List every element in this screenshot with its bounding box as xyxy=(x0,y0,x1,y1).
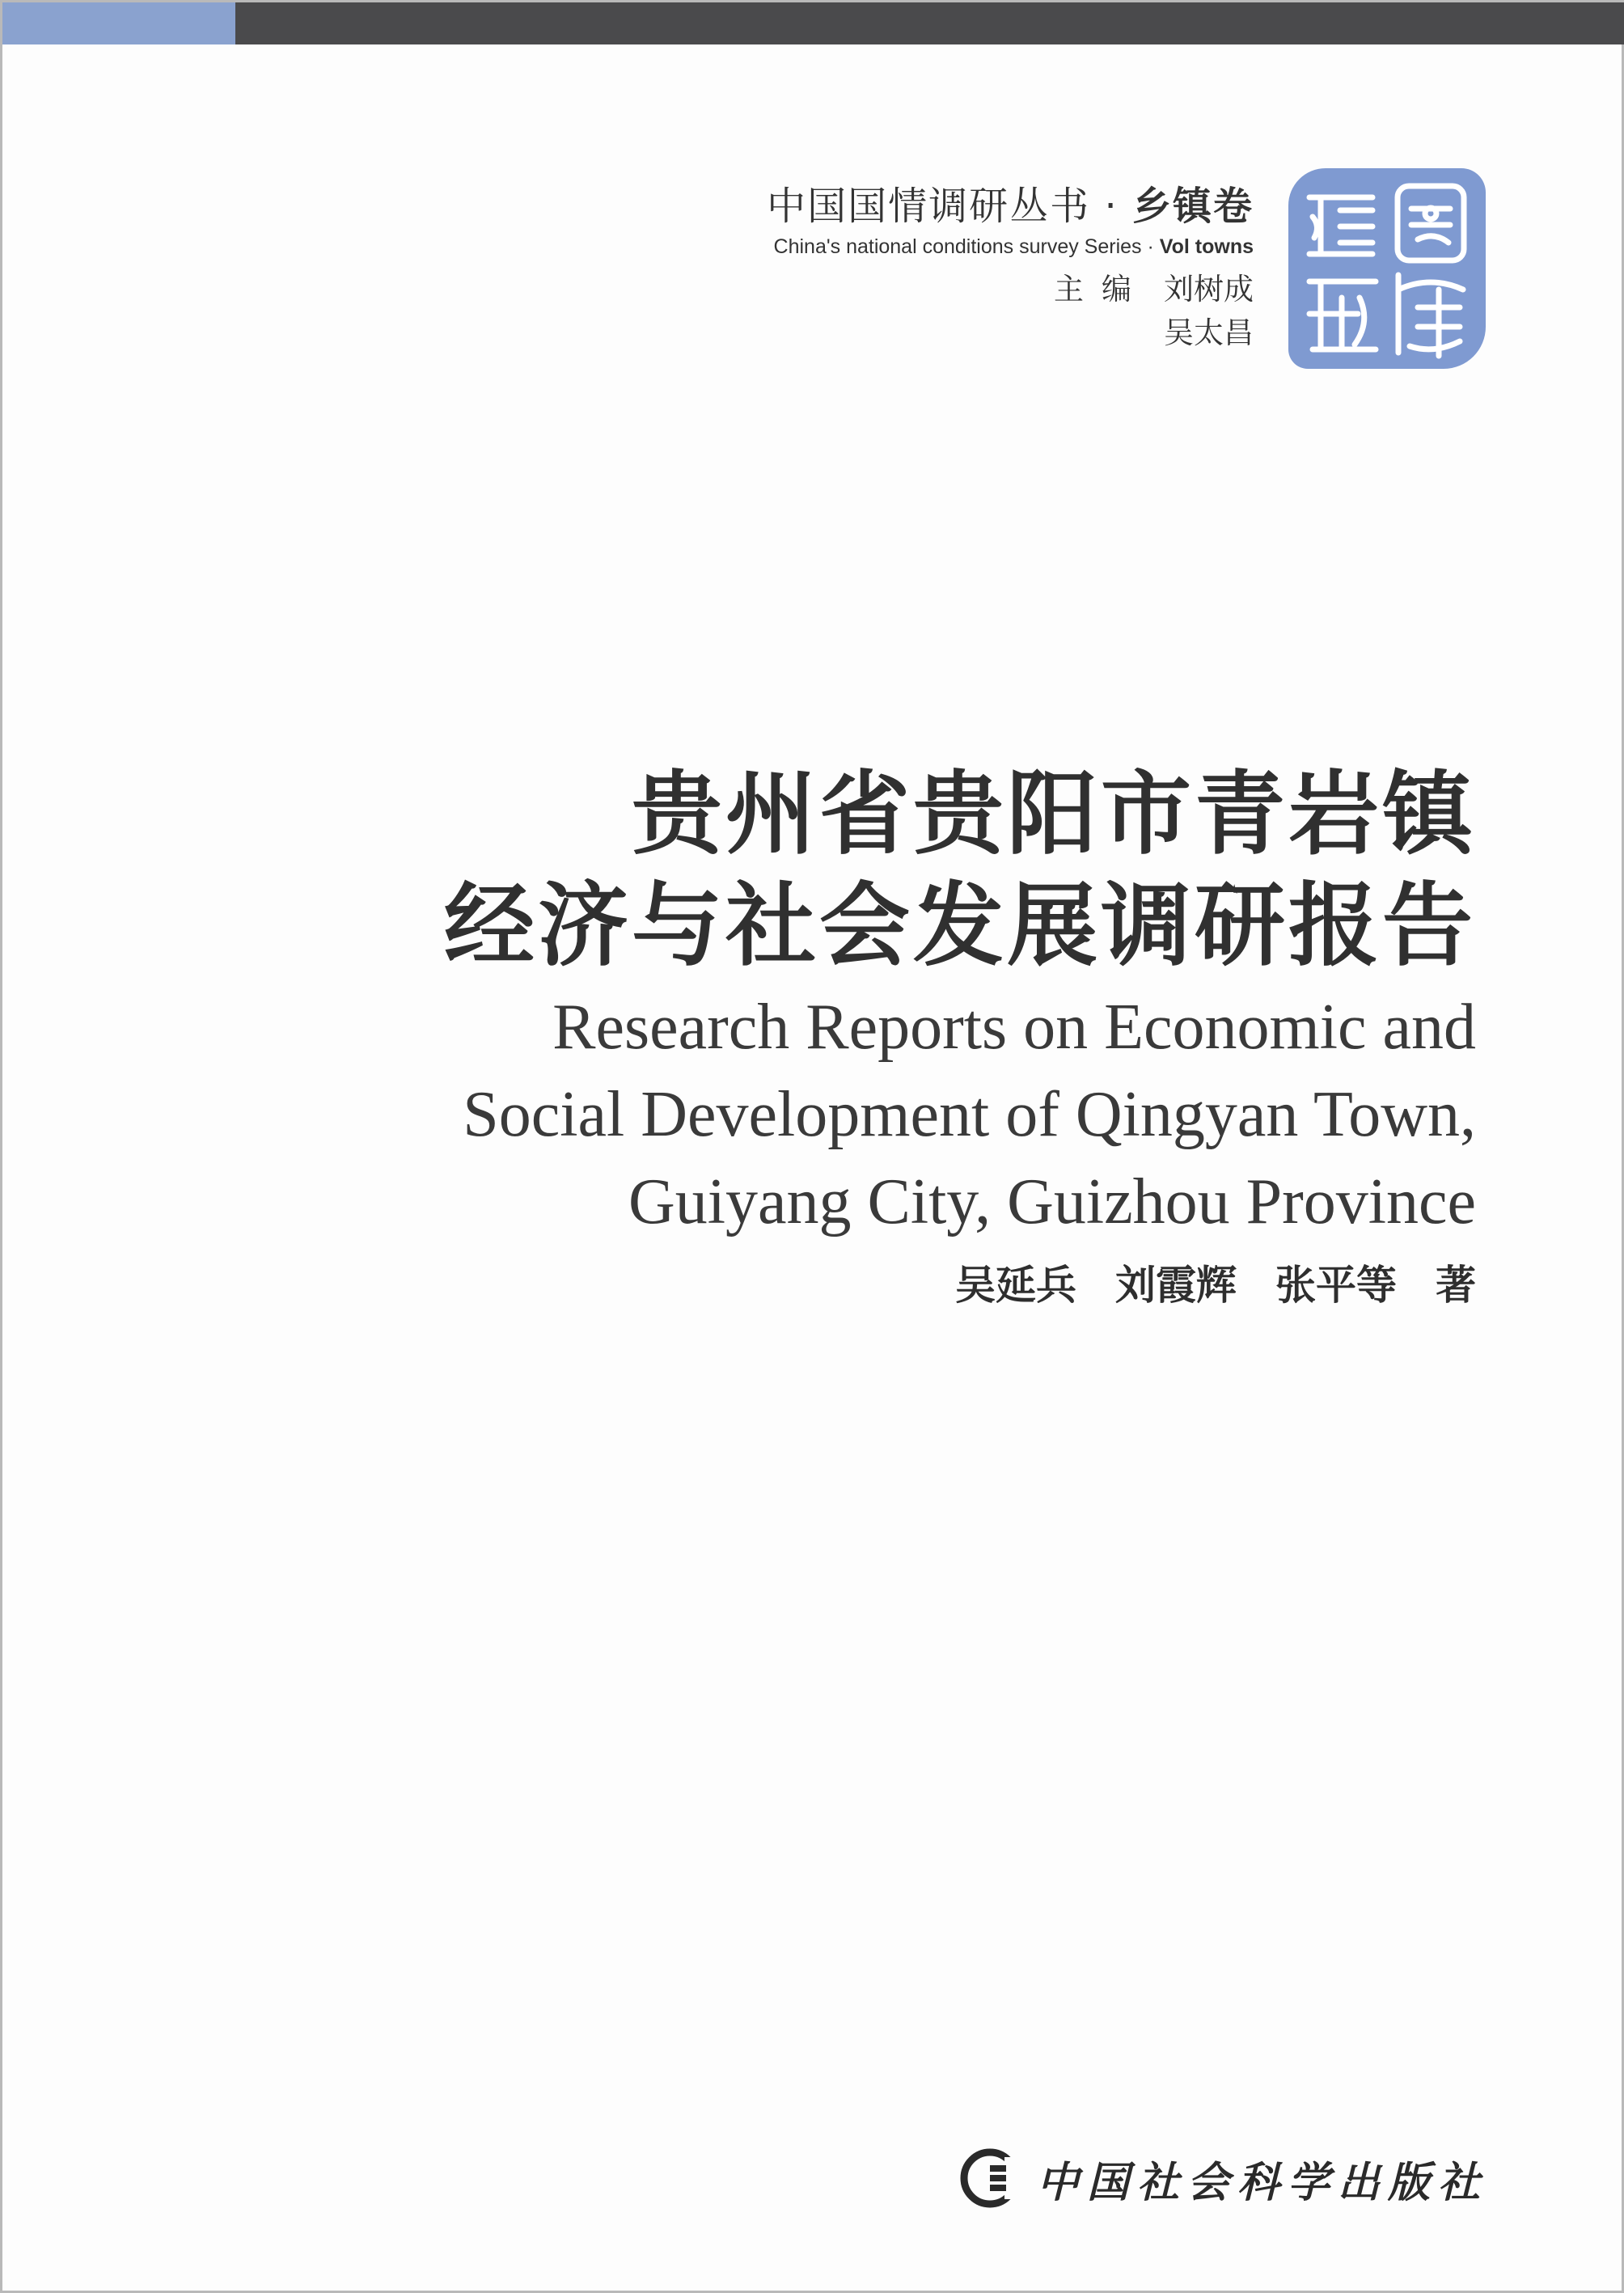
author-suffix: 著 xyxy=(1436,1262,1476,1309)
series-name-en: China's national conditions survey Series xyxy=(773,235,1142,258)
author-name: 刘霞辉 xyxy=(1115,1262,1237,1309)
series-title-en xyxy=(767,232,1254,261)
seal-glyphs xyxy=(1288,168,1486,369)
seal-stamp-icon xyxy=(1288,168,1486,369)
publisher-imprint xyxy=(958,2146,1488,2211)
series-volume-en: Vol towns xyxy=(1159,235,1254,258)
author-name: 吴延兵 xyxy=(955,1262,1076,1309)
series-name-cn: 中国国情调研丛书 xyxy=(767,184,1091,229)
book-title-en-line: Guiyang City, Guizhou Province xyxy=(628,1166,1476,1237)
editor-name: 刘树成 xyxy=(1164,272,1254,307)
author-name: 张平等 xyxy=(1275,1262,1397,1309)
series-volume-cn: 乡镇卷 xyxy=(1131,184,1254,229)
chief-editors xyxy=(767,268,1254,355)
book-title-cn-line: 贵州省贵阳市青岩镇 xyxy=(632,761,1476,867)
series-separator-en: · xyxy=(1147,235,1154,258)
book-title-cn-line: 经济与社会发展调研报告 xyxy=(444,873,1476,979)
book-title-en-line: Research Reports on Economic and xyxy=(552,992,1476,1063)
top-accent-band xyxy=(2,2,235,44)
book-title-en-line: Social Development of Qingyan Town, xyxy=(463,1079,1476,1150)
authors xyxy=(444,1257,1476,1314)
series-info xyxy=(767,182,1254,355)
editor-name: 吴太昌 xyxy=(1164,315,1254,350)
series-separator: · xyxy=(1104,184,1119,229)
editor-role-label: 主编 xyxy=(1054,272,1149,307)
top-color-band xyxy=(2,2,1624,44)
publisher-name: 中国社会科学出版社 xyxy=(1036,2157,1488,2207)
book-title-block xyxy=(444,759,1476,1314)
publisher-logo-icon xyxy=(958,2146,1022,2211)
series-title-cn xyxy=(767,182,1254,231)
